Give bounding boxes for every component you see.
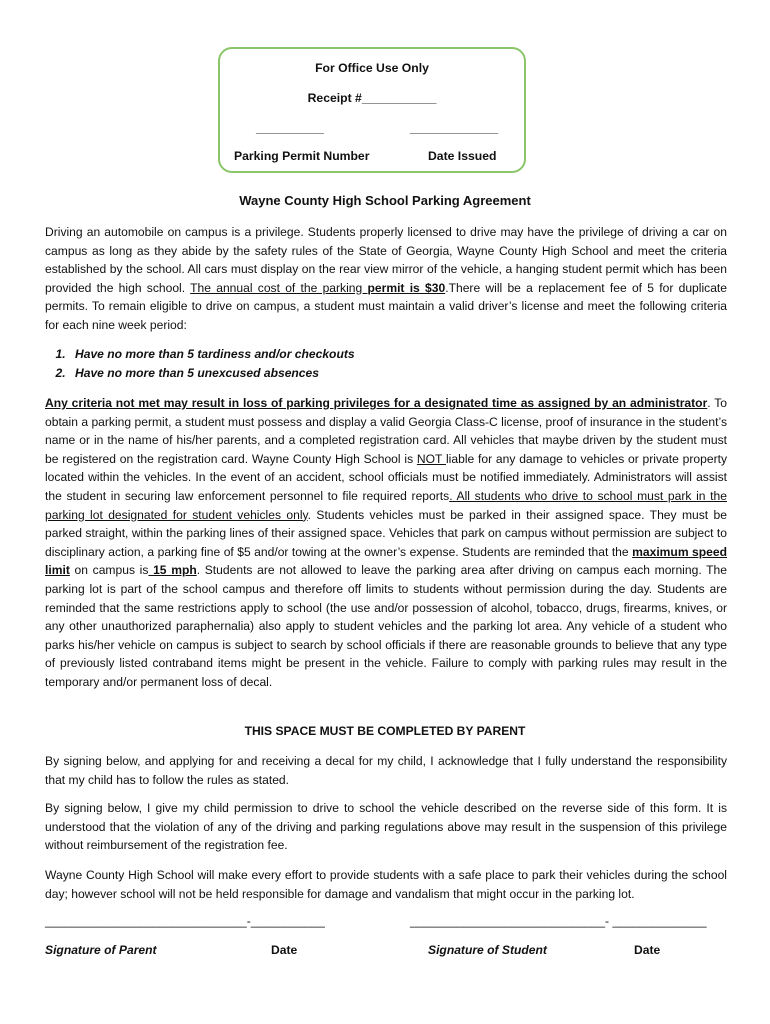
date-issued-label: Date Issued (428, 149, 497, 163)
parent-signature-line[interactable]: ______________________________-___________ (45, 914, 325, 928)
document-title: Wayne County High School Parking Agreement (239, 193, 531, 208)
rules-text-5: . Students are not allowed to leave the parking area after driving on campus each morning. The parking lot is part of the school campus and therefore off limits to students without permission during the day. Students are reminded that the same restrictions apply to school (the use and/or possession of alcohol, tobacco, drugs, firearms, knives, or any other unauthorized paraphernalia) also apply to student vehicles and the parking lot area. Any vehicle of a student who parks his/her vehicle on campus is subject to search by school officials if there are reasonable grounds to believe that any type of previously listed contraband items might be present in the vehicle. Failure to comply with parking rules may result in the temporary and/or permanent loss of decal. (45, 563, 727, 689)
rules-mph: 15 mph (148, 563, 197, 578)
student-signature-label: Signature of Student (428, 943, 547, 957)
date-issued-line: _____________ (410, 121, 499, 135)
rules-speed-limit: maximum speed limit (45, 544, 727, 578)
intro-text-2: .There will be a replacement fee of 5 for duplicate permits. To remain eligible to drive on campus, a student must maintain a valid driver’s license and meet the following criteria for each nine week period: (45, 280, 728, 332)
permit-number-line: __________ (256, 121, 324, 135)
receipt-number-field: Receipt #___________ (307, 91, 437, 105)
office-use-box (218, 47, 526, 173)
intro-paragraph (45, 223, 727, 335)
intro-cost-text: The annual cost of the parking (190, 280, 368, 295)
intro-text-1: Driving an automobile on campus is a privilege. Students properly licensed to drive may have the privilege of driving a car on campus as long as they abide by the safety rules of the State of Georgia, Wayne County High School and meet the criteria established by the school. All cars must display on the rear view mirror of the vehicle, a hanging student permit which has been provided the high school. (45, 225, 727, 295)
student-signature-line[interactable]: _____________________________- ______________ (410, 914, 707, 928)
parent-signature-label: Signature of Parent (45, 943, 157, 957)
parent-date-label: Date (271, 943, 298, 957)
parent-section-heading: THIS SPACE MUST BE COMPLETED BY PARENT (244, 724, 526, 738)
rules-text-3: . Students vehicles must be parked in their assigned space. They must be parked straight, within the parking lines of their assigned space. Vehicles that park on campus without permission are subject to disciplinary action, a parking fine of $5 and/or towing at the owner’s expense. Students are reminded that the (45, 507, 727, 559)
rules-paragraph (45, 394, 727, 692)
office-use-title: For Office Use Only (315, 61, 429, 75)
rules-text-1: . To obtain a parking permit, a student must possess and display a valid Georgia Class-C license, proof of insurance in the student’s name or in the name of his/her parents, and a completed registration card. All vehicles that maybe driven by the student must be registered on the registration card. Wayne County High School is (45, 396, 727, 466)
rules-text-4: on campus is (69, 563, 149, 578)
parent-paragraph-1: By signing below, and applying for and receiving a decal for my child, I acknowledge that I fully understand the responsibility that my child has to follow the rules as stated. (45, 754, 727, 787)
rules-parking-lot: . All students who drive to school must park in the parking lot designated for student vehicles only (45, 488, 727, 522)
rules-not: NOT (416, 451, 446, 466)
intro-cost-amount: permit is $30 (367, 280, 446, 295)
criteria-item: 1. Have no more than 5 tardiness and/or checkouts (69, 345, 355, 364)
criteria-item: 2. Have no more than 5 unexcused absences (69, 364, 355, 383)
parent-paragraph-2: By signing below, I give my child permission to drive to school the vehicle described on the reverse side of this form. It is understood that the violation of any of the driving and parking regulations above may result in the suspension of this privilege without reimbursement of the registration fee. (45, 801, 727, 853)
permit-number-label: Parking Permit Number (234, 149, 370, 163)
rules-lead: Any criteria not met may result in loss of parking privileges for a designated time as assigned by an administrator (45, 396, 708, 410)
eligibility-criteria-list (45, 345, 355, 383)
rules-text-2: liable for any damage to vehicles or private property located within the vehicles. In the event of an accident, school officials must be notified immediately. Administrators will assist the student in securing law enforcement personnel to file required reports (45, 451, 727, 503)
parent-paragraph-3: Wayne County High School will make every effort to provide students with a safe place to park their vehicles during the school day; however school will not be held responsible for damage and vandalism that might occur in the parking lot. (45, 868, 727, 901)
student-date-label: Date (634, 943, 661, 957)
